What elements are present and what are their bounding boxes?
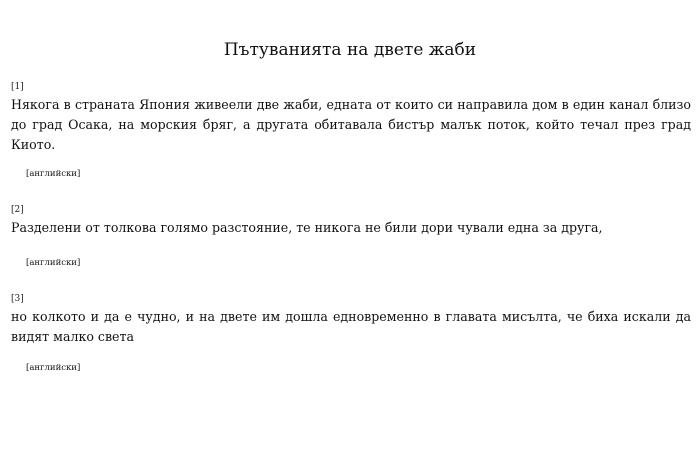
section-3: [11, 294, 691, 347]
section-2: [11, 205, 691, 238]
section-marker: [2]: [11, 205, 24, 215]
paragraph-text: Разделени от толкова голямо разстояние, те никога не били дори чували една за друга,: [11, 220, 603, 235]
section-1: [11, 82, 691, 155]
section-marker: [1]: [11, 82, 24, 92]
paragraph-text: Някога в страната Япония живеели две жаби, едната от които си направила дом в един канал близо до град Осака, на морския бряг, а другата обитавала бистър малък поток, който течал през град Киото.: [11, 97, 691, 152]
english-link[interactable]: [английски]: [26, 169, 81, 179]
english-link[interactable]: [английски]: [26, 258, 81, 268]
paragraph-text: но колкото и да е чудно, и на двете им дошла едновременно в главата мисълта, че биха искали да видят малко света: [11, 309, 691, 344]
english-link[interactable]: [английски]: [26, 363, 81, 373]
page-title: Пътуванията на двете жаби: [223, 40, 477, 60]
section-marker: [3]: [11, 294, 24, 304]
